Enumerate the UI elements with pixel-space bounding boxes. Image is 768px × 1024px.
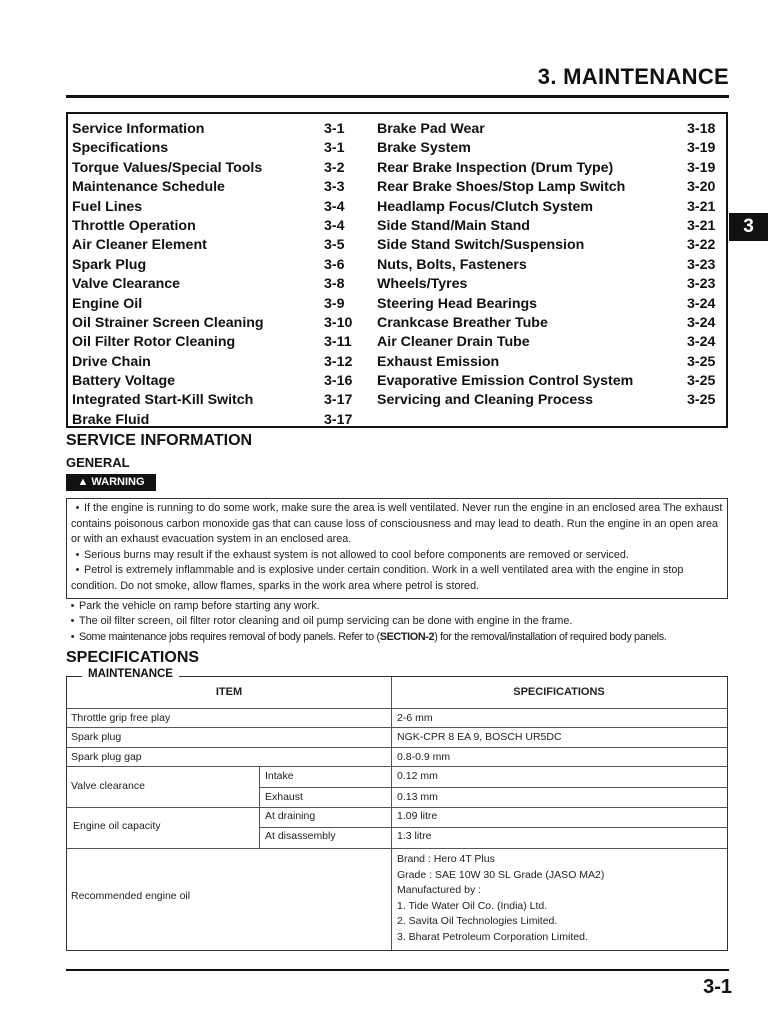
general-subheading: GENERAL <box>66 455 130 470</box>
toc-entry-page: 3-25 <box>687 392 716 409</box>
toc-entry <box>72 159 362 178</box>
toc-entry-label: Battery Voltage <box>72 373 176 390</box>
toc-entry-page: 3-8 <box>324 276 345 293</box>
toc-entry-page: 3-22 <box>687 237 716 254</box>
header-rule <box>66 95 729 98</box>
toc-entry <box>377 198 725 217</box>
toc-entry-page: 3-19 <box>687 140 716 157</box>
toc-entry-label: Brake System <box>377 140 471 157</box>
toc-entry-page: 3-16 <box>324 373 353 390</box>
toc-left-column <box>72 120 362 430</box>
toc-entry-label: Spark Plug <box>72 256 147 273</box>
toc-entry-page: 3-25 <box>687 373 716 390</box>
toc-entry <box>72 139 362 158</box>
toc-entry-label: Air Cleaner Drain Tube <box>377 334 530 351</box>
note-item: • Park the vehicle on ramp before starting any work. <box>70 600 320 612</box>
toc-entry-label: Engine Oil <box>72 295 143 312</box>
toc-entry-label: Rear Brake Inspection (Drum Type) <box>377 159 614 176</box>
toc-entry <box>72 372 362 391</box>
toc-entry <box>377 256 725 275</box>
page-number: 3-1 <box>703 976 732 998</box>
note-item: • Some maintenance jobs requires removal of body panels. Refer to (SECTION-2) for the removal/installation of required body panels. <box>70 631 667 643</box>
toc-entry-label: Valve Clearance <box>72 276 181 293</box>
toc-entry-label: Fuel Lines <box>72 198 143 215</box>
toc-entry <box>72 256 362 275</box>
toc-entry <box>72 236 362 255</box>
toc-entry-label: Brake Pad Wear <box>377 121 485 137</box>
toc-entry-label: Drive Chain <box>72 353 151 370</box>
warning-item: • If the engine is running to do some work, make sure the area is well ventilated. Never run the engine in an enclosed area The exhaust contains poisonous carbon monoxide gas that can cause loss of consciousness and may lead to death. Run the engine in an open area or with an exhaust evacuation system in an enclosed area. <box>71 502 723 546</box>
toc-entry-label: Brake Fluid <box>72 411 150 428</box>
specifications-table <box>66 676 728 951</box>
toc-entry-page: 3-24 <box>687 295 716 312</box>
oil-draining-value: 1.09 litre <box>397 810 438 822</box>
toc-entry <box>377 314 725 333</box>
toc-entry-page: 3-3 <box>324 179 345 196</box>
toc-entry-page: 3-21 <box>687 198 716 215</box>
toc-entry-page: 3-21 <box>687 217 716 234</box>
warning-label: WARNING <box>91 476 145 488</box>
toc-entry-page: 3-23 <box>687 256 716 273</box>
toc-entry <box>72 314 362 333</box>
toc-entry-page: 3-24 <box>687 334 716 351</box>
toc-entry-label: Service Information <box>72 121 205 137</box>
toc-entry-label: Side Stand Switch/Suspension <box>377 237 585 254</box>
valve-intake-label: Intake <box>265 770 294 782</box>
valve-exhaust-label: Exhaust <box>265 791 303 803</box>
section-reference: SECTION-2 <box>379 631 435 643</box>
oil-draining-label: At draining <box>265 810 316 822</box>
toc-entry <box>72 295 362 314</box>
toc-entry-label: Specifications <box>72 140 169 157</box>
toc-entry <box>377 353 725 372</box>
maintenance-group-label: MAINTENANCE <box>82 668 179 680</box>
toc-entry-label: Maintenance Schedule <box>72 179 225 196</box>
recommended-oil-label: Recommended engine oil <box>71 890 191 902</box>
chapter-tab: 3 <box>729 213 768 241</box>
valve-intake-value: 0.12 mm <box>397 770 438 782</box>
toc-entry-page: 3-12 <box>324 353 353 370</box>
toc-entry <box>377 120 725 139</box>
toc-entry <box>72 391 362 410</box>
toc-entry-page: 3-19 <box>687 159 716 176</box>
toc-entry <box>72 217 362 236</box>
toc-entry-label: Headlamp Focus/Clutch System <box>377 198 594 215</box>
toc-entry-label: Steering Head Bearings <box>377 295 538 312</box>
toc-entry <box>72 411 362 430</box>
valve-exhaust-value: 0.13 mm <box>397 791 438 803</box>
toc-entry-label: Oil Strainer Screen Cleaning <box>72 314 264 331</box>
toc-entry-page: 3-17 <box>324 411 353 428</box>
warning-box <box>66 498 728 599</box>
toc-entry-label: Air Cleaner Element <box>72 237 207 254</box>
toc-entry-page: 3-4 <box>324 198 345 215</box>
warning-badge <box>66 474 156 491</box>
toc-entry-page: 3-9 <box>324 295 345 312</box>
oil-capacity-label: Engine oil capacity <box>73 820 161 832</box>
spark-gap-label: Spark plug gap <box>71 751 142 763</box>
toc-entry-label: Evaporative Emission Control System <box>377 373 634 390</box>
toc-entry-page: 3-20 <box>687 179 716 196</box>
toc-entry <box>377 178 725 197</box>
toc-entry-label: Torque Values/Special Tools <box>72 159 263 176</box>
toc-right-column <box>377 120 725 411</box>
toc-entry <box>377 139 725 158</box>
toc-entry <box>377 372 725 391</box>
col-header-spec: SPECIFICATIONS <box>513 686 605 698</box>
footer-rule <box>66 969 729 971</box>
toc-entry-page: 3-1 <box>324 121 345 137</box>
toc-entry-page: 3-23 <box>687 276 716 293</box>
toc-entry <box>377 217 725 236</box>
table-of-contents <box>66 112 728 428</box>
warning-item: • Serious burns may result if the exhaust system is not allowed to cool before components are removed or serviced. <box>75 549 629 561</box>
toc-entry-label: Crankcase Breather Tube <box>377 314 548 331</box>
toc-entry <box>72 333 362 352</box>
toc-entry <box>72 275 362 294</box>
toc-entry-label: Throttle Operation <box>72 217 196 234</box>
spark-plug-label: Spark plug <box>71 731 122 743</box>
throttle-value: 2-6 mm <box>397 712 433 724</box>
toc-entry-label: Exhaust Emission <box>377 353 500 370</box>
toc-entry <box>72 353 362 372</box>
spark-plug-value: NGK-CPR 8 EA 9, BOSCH UR5DC <box>397 731 562 743</box>
toc-entry <box>72 198 362 217</box>
warning-triangle-icon: ▲ <box>77 476 89 488</box>
toc-entry <box>377 295 725 314</box>
oil-disassembly-value: 1.3 litre <box>397 830 432 842</box>
toc-entry <box>377 159 725 178</box>
toc-entry-page: 3-11 <box>324 334 352 351</box>
valve-clearance-label: Valve clearance <box>71 780 145 792</box>
chapter-title: 3. MAINTENANCE <box>537 64 729 89</box>
toc-entry-label: Rear Brake Shoes/Stop Lamp Switch <box>377 179 626 196</box>
toc-entry <box>72 178 362 197</box>
toc-entry-page: 3-24 <box>687 314 716 331</box>
specifications-heading: SPECIFICATIONS <box>66 649 200 666</box>
toc-entry-label: Side Stand/Main Stand <box>377 217 530 234</box>
toc-entry <box>377 333 725 352</box>
spark-gap-value: 0.8-0.9 mm <box>397 751 451 763</box>
toc-entry-page: 3-4 <box>324 217 345 234</box>
oil-disassembly-label: At disassembly <box>265 830 336 842</box>
toc-entry-label: Wheels/Tyres <box>377 276 468 293</box>
warning-item: • Petrol is extremely inflammable and is explosive under certain condition. Work in a well ventilated area with the engine in stop condition. Do not smoke, allow flames, sparks in the work area where petrol is stored. <box>71 564 684 592</box>
toc-entry-page: 3-1 <box>324 140 345 157</box>
note-item: • The oil filter screen, oil filter rotor cleaning and oil pump servicing can be done with engine in the frame. <box>70 615 573 627</box>
toc-entry-page: 3-18 <box>687 121 716 137</box>
toc-entry-page: 3-5 <box>324 237 345 254</box>
toc-entry-label: Integrated Start-Kill Switch <box>72 392 254 409</box>
toc-entry-page: 3-25 <box>687 353 716 370</box>
toc-entry <box>377 275 725 294</box>
toc-entry-label: Nuts, Bolts, Fasteners <box>377 256 527 273</box>
toc-entry-label: Oil Filter Rotor Cleaning <box>72 334 236 351</box>
toc-entry <box>377 391 725 410</box>
toc-entry-page: 3-17 <box>324 392 353 409</box>
toc-entry-page: 3-2 <box>324 159 345 176</box>
toc-entry-label: Servicing and Cleaning Process <box>377 392 594 409</box>
toc-entry-page: 3-10 <box>324 314 353 331</box>
recommended-oil-specs: Brand : Hero 4T Plus Grade : SAE 10W 30 SL Grade (JASO MA2) Manufactured by : 1. Tide Water Oil Co. (India) Ltd. 2. Savita Oil Technologies Limited. 3. Bharat Petroleum Corporation Limited. <box>397 853 605 943</box>
toc-entry-page: 3-6 <box>324 256 345 273</box>
col-header-item: ITEM <box>215 686 243 698</box>
toc-entry <box>377 236 725 255</box>
toc-entry <box>72 120 362 139</box>
service-info-heading: SERVICE INFORMATION <box>66 432 253 449</box>
throttle-label: Throttle grip free play <box>71 712 171 724</box>
